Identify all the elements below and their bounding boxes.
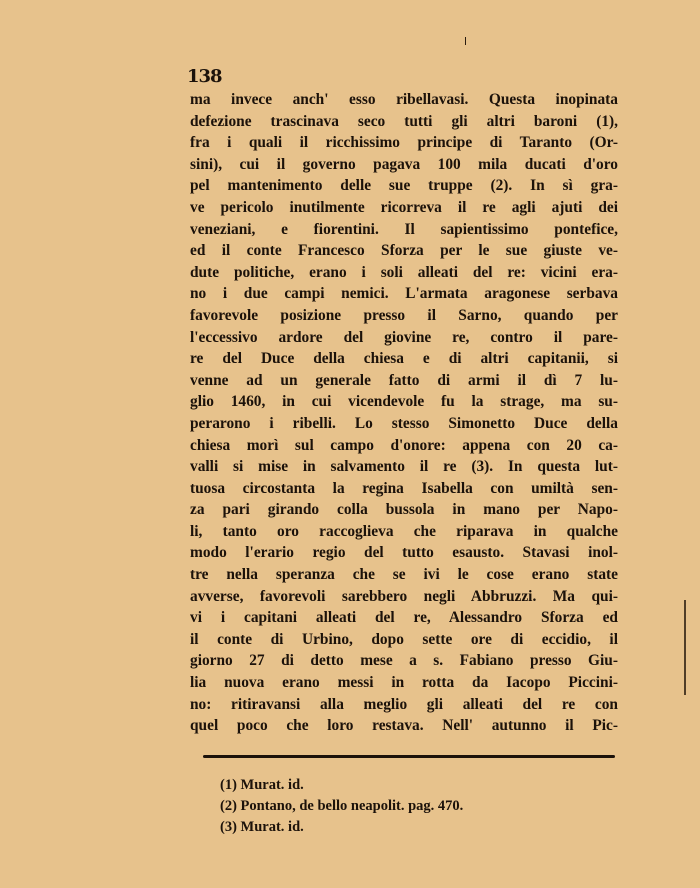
footnote-divider [203,755,615,758]
text-line: ve pericolo inutilmente ricorreva il re agli ajuti dei [190,198,618,216]
text-line: valli si mise in salvamento il re (3). In questa lut- [190,458,618,476]
text-line: chiesa morì sul campo d'onore: appena con 20 ca- [190,436,618,454]
text-line: dute politiche, erano i soli alleati del re: vicini era- [190,263,618,281]
page-number: 138 [187,66,222,87]
text-line: modo l'erario regio del tutto esausto. Stavasi inol- [190,544,618,562]
text-line: avverse, favorevoli sarebbero negli Abbruzzi. Ma qui- [190,587,618,605]
text-line: venne ad un generale fatto di armi il dì 7 lu- [190,371,618,389]
text-line: l'eccessivo ardore del giovine re, contro il pare- [190,328,618,346]
text-line: defezione trascinava seco tutti gli altri baroni (1), [190,112,618,130]
text-line: lia nuova erano messi in rotta da Iacopo Piccini- [190,674,618,692]
text-line: pel mantenimento delle sue truppe (2). In sì gra- [190,177,618,195]
text-line: re del Duce della chiesa e di altri capitanii, si [190,350,618,368]
text-line: quel poco che loro restava. Nell' autunno il Pic- [190,717,618,735]
scan-speck [465,37,466,45]
text-line: tre nella speranza che se ivi le cose erano state [190,566,618,584]
footnote: (3) Murat. id. [220,819,304,835]
footnote: (2) Pontano, de bello neapolit. pag. 470. [220,798,464,814]
text-line: favorevole posizione presso il Sarno, quando per [190,306,618,324]
text-line: perarono i ribelli. Lo stesso Simonetto Duce della [190,414,618,432]
text-line: fra i quali il ricchissimo principe di Taranto (Or- [190,134,618,152]
text-line: no i due campi nemici. L'armata aragonese serbava [190,285,618,303]
text-line: za pari girando colla bussola in mano per Napo- [190,501,618,519]
page-edge-line [684,600,686,695]
text-line: glio 1460, in cui vicendevole fu la strage, ma su- [190,393,618,411]
text-line: veneziani, e fiorentini. Il sapientissimo pontefice, [190,220,618,238]
text-line: ed il conte Francesco Sforza per le sue giuste ve- [190,242,618,260]
footnotes [220,775,463,838]
text-line: il conte di Urbino, dopo sette ore di eccidio, il [190,630,618,648]
text-line: tuosa circostanta la regina Isabella con umiltà sen- [190,479,618,497]
body-text [190,89,618,737]
text-line: vi i capitani alleati del re, Alessandro Sforza ed [190,609,618,627]
text-line: li, tanto oro raccoglieva che riparava in qualche [190,522,618,540]
text-line: sini), cui il governo pagava 100 mila ducati d'oro [190,155,618,173]
text-line: giorno 27 di detto mese a s. Fabiano presso Giu- [190,652,618,670]
text-line: no: ritiravansi alla meglio gli alleati del re con [190,695,618,713]
text-line: ma invece anch' esso ribellavasi. Questa inopinata [190,91,618,108]
footnote: (1) Murat. id. [220,777,304,793]
